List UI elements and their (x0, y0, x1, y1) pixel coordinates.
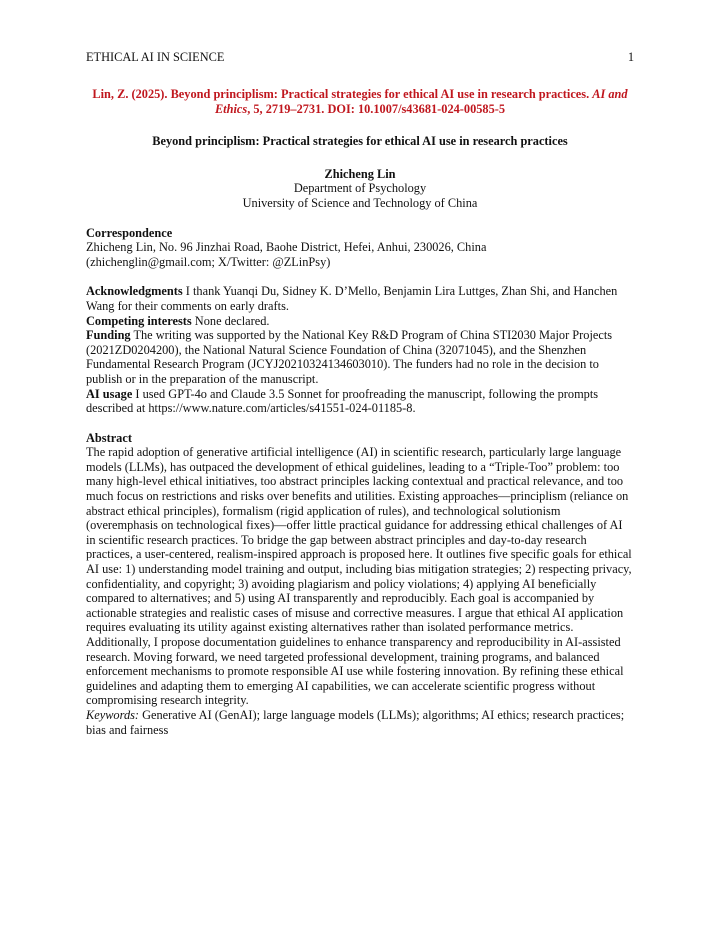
funding-label: Funding (86, 328, 131, 343)
citation-prefix: Lin, Z. (2025). Beyond principlism: Practical strategies for ethical AI use in research practices. (92, 87, 593, 101)
running-title: ETHICAL AI IN SCIENCE (86, 50, 225, 64)
correspondence-address: Zhicheng Lin, No. 96 Jinzhai Road, Baohe District, Hefei, Anhui, 230026, China (86, 240, 487, 255)
keywords-paragraph (86, 708, 634, 737)
funding-text: The writing was supported by the National Key R&D Program of China STI2030 Major Projects (2021ZD0204200), the National Natural Science Foundation of China (32071045), and the Shenzhen Fundamental Research Program (JCYJ20210324134603010). The funders had no role in the decision to publish or in the preparation of the manuscript. (86, 328, 613, 386)
competing-interests-label: Competing interests (86, 313, 192, 328)
acknowledgments-text: I thank Yuanqi Du, Sidney K. D’Mello, Benjamin Lira Luttges, Zhan Shi, and Hanchen Wang for their comments on early drafts. (86, 284, 618, 313)
correspondence-section (86, 226, 634, 270)
ai-usage-paragraph (86, 387, 634, 416)
abstract-heading: Abstract (86, 430, 132, 445)
page-number: 1 (627, 50, 634, 64)
paper-page (86, 50, 634, 737)
competing-interests-text: None declared. (191, 313, 270, 328)
declarations-section (86, 284, 634, 415)
paper-title: Beyond principlism: Practical strategies for ethical AI use in research practices (152, 134, 568, 149)
author-university: University of Science and Technology of China (242, 195, 478, 210)
ai-usage-text: I used GPT-4o and Claude 3.5 Sonnet for proofreading the manuscript, following the prompts described at https://www.nature.com/articles/s41551-024-01185-8. (86, 386, 599, 416)
acknowledgments-label: Acknowledgments (86, 284, 183, 299)
running-header (86, 50, 634, 65)
author-department: Department of Psychology (293, 181, 427, 196)
correspondence-heading: Correspondence (86, 225, 173, 240)
author-block (86, 167, 634, 211)
citation-block (86, 87, 634, 116)
ai-usage-label: AI usage (86, 386, 133, 401)
funding-paragraph (86, 328, 634, 386)
acknowledgments-paragraph (86, 284, 634, 313)
keywords-label: Keywords: (86, 707, 140, 722)
author-name: Zhicheng Lin (324, 166, 396, 181)
citation-suffix: , 5, 2719–2731. DOI: 10.1007/s43681-024-00585-5 (247, 101, 506, 116)
correspondence-contact: (zhichenglin@gmail.com; X/Twitter: @ZLinPsy) (86, 254, 331, 269)
abstract-body: The rapid adoption of generative artificial intelligence (AI) in scientific research, particularly large language models (LLMs), has outpaced the development of ethical guidelines, leading to a “Triple-Too” problem: too many high-level ethical initiatives, too abstract principles lacking contextual and practical relevance, and too much focus on restrictions and risks over benefits and utilities. Existing approaches—principlism (reliance on abstract ethical principles), formalism (rigid application of rules), and technological solutionism (overemphasis on technological fixes)—offer little practical guidance for addressing ethical challenges of AI in scientific research practices. To bridge the gap between abstract principles and day-to-day research practices, a user-centered, realism-inspired approach is proposed here. It outlines five specific goals for ethical AI use: 1) understanding model training and output, including bias mitigation strategies; 2) respecting privacy, confidentiality, and copyright; 3) avoiding plagiarism and policy violations; 4) applying AI beneficially compared to alternatives; and 5) using AI transparently and reproducibly. Each goal is accompanied by actionable strategies and realistic cases of misuse and corrective measures. I argue that ethical AI application requires evaluating its utility against existing alternatives rather than isolated performance metrics. Additionally, I propose documentation guidelines to enhance transparency and reproducibility in AI-assisted research. Moving forward, we need targeted professional development, training programs, and balanced enforcement mechanisms to promote responsible AI use while fostering innovation. By refining these ethical guidelines and adapting them to emerging AI capabilities, we can accelerate scientific progress without compromising research integrity. (86, 445, 632, 708)
abstract-section (86, 431, 634, 737)
citation-journal: AI and Ethics (214, 87, 628, 116)
keywords-text: Generative AI (GenAI); large language models (LLMs); algorithms; AI ethics; research practices; bias and fairness (86, 707, 625, 737)
competing-interests-paragraph (86, 314, 634, 329)
